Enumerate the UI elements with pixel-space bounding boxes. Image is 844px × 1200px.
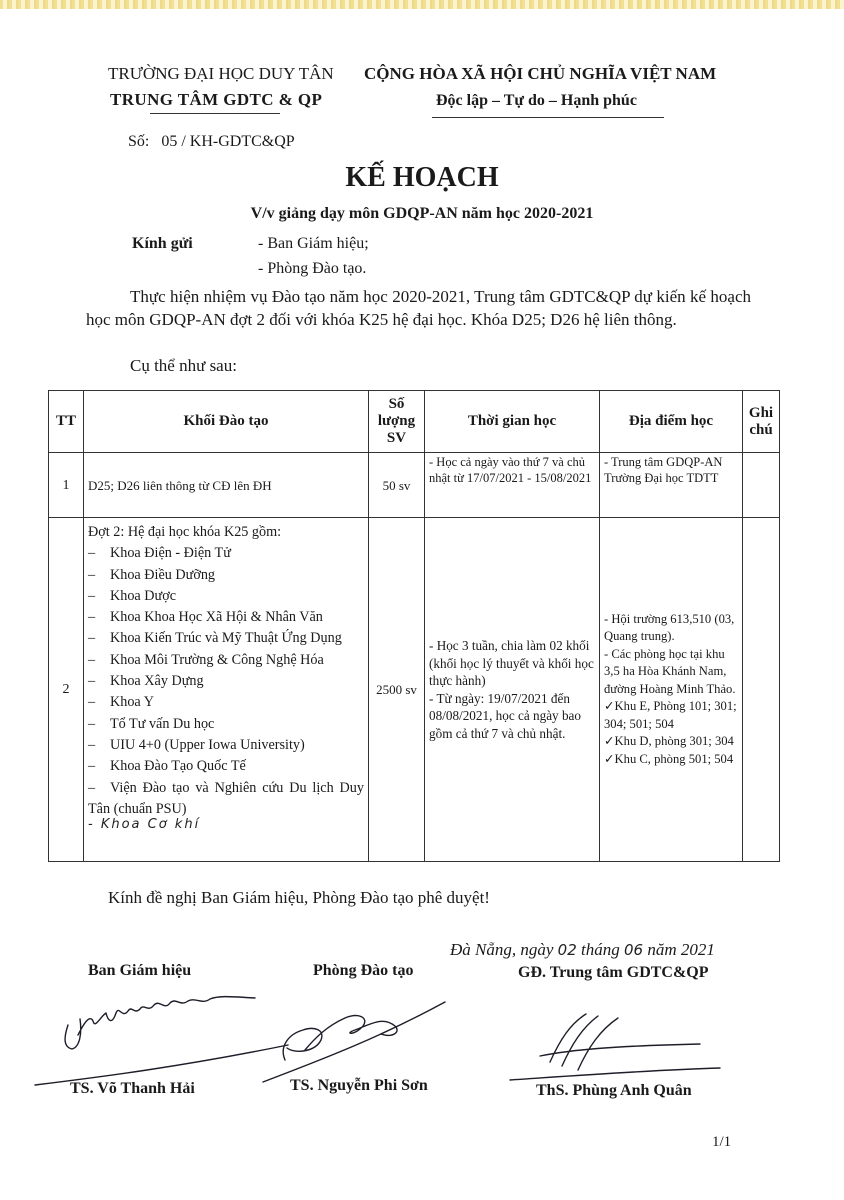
detail-line: Cụ thể như sau: bbox=[130, 356, 237, 375]
signer-role: Phòng Đào tạo bbox=[313, 962, 414, 979]
row1-time: - Học cả ngày vào thứ 7 và chủ nhật từ 17/07/2021 - 15/08/2021 bbox=[425, 453, 600, 518]
row1-place: - Trung tâm GDQP-AN Trường Đại học TDTT bbox=[600, 453, 743, 518]
faculty-item: – Khoa Môi Trường & Công Nghệ Hóa bbox=[88, 651, 324, 668]
faculty-item: – Khoa Kiến Trúc và Mỹ Thuật Ứng Dụng bbox=[88, 630, 342, 647]
signature-nguyen-phi-son bbox=[255, 990, 455, 1090]
row1-block: D25; D26 liên thông từ CĐ lên ĐH bbox=[84, 453, 369, 518]
row1-count: 50 sv bbox=[369, 453, 425, 518]
faculty-label: Khoa Điều Dưỡng bbox=[110, 566, 216, 583]
signer-name: ThS. Phùng Anh Quân bbox=[536, 1082, 692, 1099]
col-header-block: Khối Đào tạo bbox=[84, 391, 369, 453]
faculty-label: Khoa Xây Dựng bbox=[110, 673, 204, 690]
row2-time-1: - Học 3 tuần, chia làm 02 khối (khối học lý thuyết và khối học thực hành) bbox=[429, 638, 594, 688]
table-header-row bbox=[49, 391, 780, 453]
row2-tt: 2 bbox=[49, 518, 84, 862]
row2-time bbox=[425, 518, 600, 862]
closing-line: Kính đề nghị Ban Giám hiệu, Phòng Đào tạo phê duyệt! bbox=[108, 888, 490, 907]
faculty-item: – Khoa Y bbox=[88, 694, 154, 711]
faculty-item: – Khoa Xây Dựng bbox=[88, 673, 204, 690]
page-number: 1/1 bbox=[712, 1134, 732, 1150]
col-header-count: Số lượng SV bbox=[369, 391, 425, 453]
row1-tt: 1 bbox=[49, 453, 84, 518]
faculty-label: Khoa Điện - Điện Tử bbox=[110, 545, 231, 562]
signer-role: GĐ. Trung tâm GDTC&QP bbox=[518, 964, 709, 981]
faculty-label: Khoa Khoa Học Xã Hội & Nhân Văn bbox=[110, 609, 323, 626]
col-header-time: Thời gian học bbox=[425, 391, 600, 453]
place-line: ✓Khu D, phòng 301; 304 bbox=[604, 734, 734, 749]
faculty-item: – UIU 4+0 (Upper Iowa University) bbox=[88, 736, 305, 753]
date-month: 06 bbox=[624, 941, 644, 959]
handwritten-faculty: - Khoa Cơ khí bbox=[88, 817, 201, 833]
signer-name: TS. Võ Thanh Hải bbox=[70, 1080, 195, 1097]
place-line: ✓Khu C, phòng 501; 504 bbox=[604, 751, 734, 766]
col-header-note: Ghi chú bbox=[743, 391, 780, 453]
table-row bbox=[49, 518, 780, 862]
country-name: CỘNG HÒA XÃ HỘI CHỦ NGHĨA VIỆT NAM bbox=[364, 64, 717, 83]
recipient-item: - Phòng Đào tạo. bbox=[258, 260, 367, 277]
faculty-item: – Khoa Điện - Điện Tử bbox=[88, 545, 231, 562]
faculty-label: UIU 4+0 (Upper Iowa University) bbox=[110, 736, 305, 753]
doc-number bbox=[128, 133, 295, 151]
faculty-item: – Khoa Dược bbox=[88, 587, 177, 604]
faculty-label: Khoa Đào Tạo Quốc Tế bbox=[110, 758, 246, 775]
motto: Độc lập – Tự do – Hạnh phúc bbox=[436, 92, 637, 109]
row2-count: 2500 sv bbox=[369, 518, 425, 862]
faculty-item: – Khoa Đào Tạo Quốc Tế bbox=[88, 758, 246, 775]
row2-note bbox=[743, 518, 780, 862]
place-line: - Hội trường 613,510 (03, Quang trung). bbox=[604, 611, 735, 644]
recipient-item: - Ban Giám hiệu; bbox=[258, 235, 369, 252]
col-header-place: Địa điểm học bbox=[600, 391, 743, 453]
table-row bbox=[49, 453, 780, 518]
signer-name: TS. Nguyễn Phi Sơn bbox=[290, 1077, 428, 1094]
faculty-label: Khoa Kiến Trúc và Mỹ Thuật Ứng Dụng bbox=[110, 630, 342, 647]
faculty-item: – Tổ Tư vấn Du học bbox=[88, 715, 215, 732]
date-day: 02 bbox=[557, 941, 577, 959]
row2-place bbox=[600, 518, 743, 862]
intro-paragraph: Thực hiện nhiệm vụ Đào tạo năm học 2020-2021, Trung tâm GDTC&QP dự kiến kế hoạch học môn GDQP-AN đợt 2 đối với khóa K25 hệ đại học. Khóa D25; D26 hệ liên thông. bbox=[86, 287, 751, 329]
date-month-label: tháng bbox=[581, 940, 620, 959]
date-year: 2021 bbox=[680, 940, 715, 959]
faculty-label: Khoa Môi Trường & Công Nghệ Hóa bbox=[110, 651, 324, 668]
faculty-label: Khoa Y bbox=[110, 694, 154, 711]
signer-role: Ban Giám hiệu bbox=[88, 962, 192, 979]
faculty-label: Viện Đào tạo và Nghiên cứu Du lịch Duy Tân (chuẩn PSU) bbox=[88, 779, 364, 817]
row2-block bbox=[84, 518, 369, 862]
place-line: ✓Khu E, Phòng 101; 301; 304; 501; 504 bbox=[604, 699, 737, 731]
faculty-label: Khoa Dược bbox=[110, 587, 177, 604]
motto-underline bbox=[432, 117, 664, 118]
signature-phung-anh-quan bbox=[500, 1000, 730, 1090]
faculty-item: – Khoa Điều Dưỡng bbox=[88, 566, 216, 583]
faculty-item: – Viện Đào tạo và Nghiên cứu Du lịch Duy Tân (chuẩn PSU) bbox=[88, 779, 364, 817]
row2-heading: Đợt 2: Hệ đại học khóa K25 gồm: bbox=[88, 524, 282, 540]
doc-number-value: 05 / KH-GDTC&QP bbox=[161, 133, 295, 150]
date-year-label: năm bbox=[647, 940, 677, 959]
date-prefix: Đà Nẵng, ngày bbox=[450, 940, 554, 959]
faculty-item: – Khoa Khoa Học Xã Hội & Nhân Văn bbox=[88, 609, 323, 626]
plan-table bbox=[48, 390, 780, 862]
scan-edge-strip bbox=[0, 0, 844, 9]
school-name: TRƯỜNG ĐẠI HỌC DUY TÂN bbox=[108, 64, 334, 83]
row1-note bbox=[743, 453, 780, 518]
doc-number-label: Số: bbox=[128, 133, 150, 150]
center-underline bbox=[150, 113, 280, 114]
center-name: TRUNG TÂM GDTC & QP bbox=[110, 90, 323, 109]
row2-time-2: - Từ ngày: 19/07/2021 đến 08/08/2021, học cả ngày bao gồm cả thứ 7 và chủ nhật. bbox=[429, 690, 581, 741]
faculty-label: Tổ Tư vấn Du học bbox=[110, 715, 215, 732]
date-line bbox=[450, 940, 715, 960]
col-header-tt: TT bbox=[49, 391, 84, 453]
doc-title: KẾ HOẠCH bbox=[345, 162, 499, 193]
recipients-label: Kính gửi bbox=[132, 235, 193, 252]
doc-subject: V/v giảng dạy môn GDQP-AN năm học 2020-2021 bbox=[250, 205, 594, 222]
place-line: - Các phòng học tại khu 3,5 ha Hòa Khánh Nam, đường Hoàng Minh Thảo. bbox=[604, 646, 736, 696]
